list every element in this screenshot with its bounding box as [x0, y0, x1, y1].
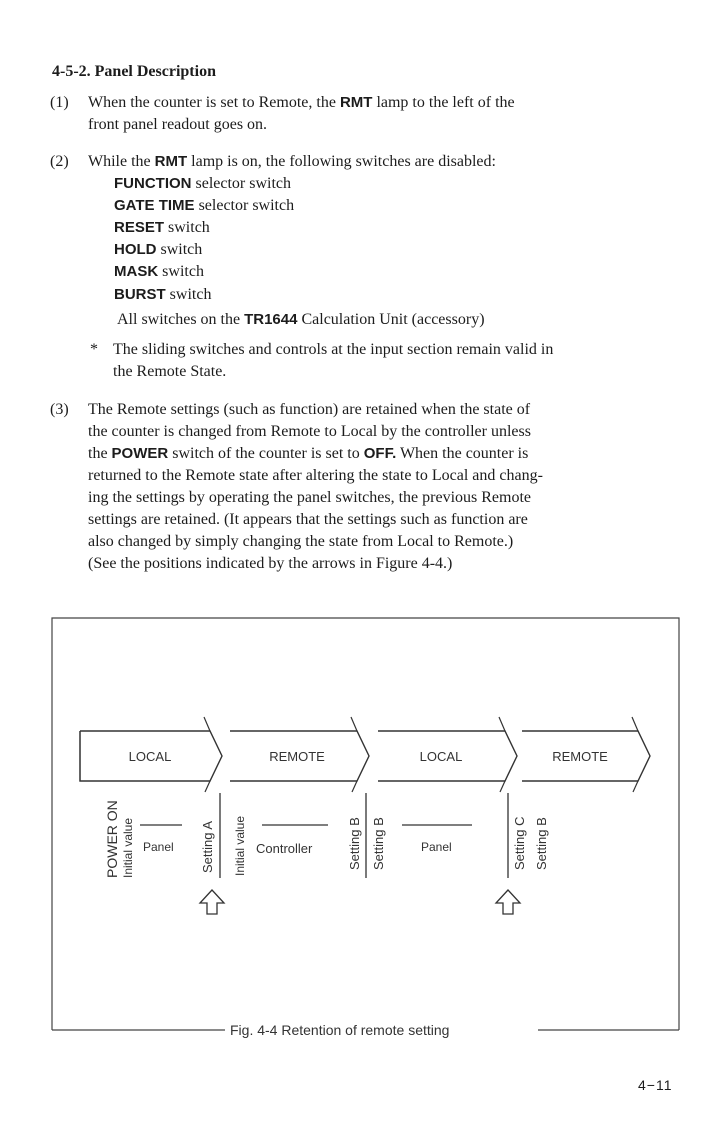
- item-3-line-7: also changed by simply changing the state from Local to Remote.): [88, 533, 514, 550]
- switch-keyword: RESET: [114, 219, 165, 236]
- up-arrow-icon: [496, 890, 520, 914]
- state-label-remote-2: REMOTE: [552, 749, 608, 764]
- switch-text: selector switch: [198, 197, 295, 214]
- label-panel-2: Panel: [421, 840, 452, 854]
- label-setting-c: Setting C: [512, 816, 527, 870]
- tr1644-text-b: Calculation Unit (accessory): [301, 311, 485, 328]
- up-arrow-icon: [200, 890, 224, 914]
- switch-keyword: BURST: [114, 286, 166, 303]
- item-3-line-4: returned to the Remote state after altering the state to Local and chang-: [88, 467, 543, 484]
- item-3-text-c: When the counter is: [399, 445, 529, 462]
- switch-text: selector switch: [195, 175, 292, 192]
- label-panel-1: Panel: [143, 840, 174, 854]
- item-1-text-a: When the counter is set to Remote, the: [88, 94, 336, 111]
- switch-text: switch: [160, 241, 203, 258]
- label-power-on: POWER ON: [104, 800, 120, 878]
- item-3-line-8: (See the positions indicated by the arrows in Figure 4-4.): [88, 555, 453, 572]
- label-initial-value-2: Initial value: [233, 815, 247, 876]
- off-keyword: OFF.: [363, 445, 397, 462]
- rmt-keyword: RMT: [339, 94, 373, 111]
- label-initial-value-1: Initial value: [121, 817, 135, 878]
- item-2-text-a: While the: [88, 153, 151, 170]
- tr1644-keyword: TR1644: [244, 311, 298, 328]
- switch-keyword: GATE TIME: [114, 197, 195, 214]
- item-3-line-2: the counter is changed from Remote to Local by the controller unless: [88, 423, 531, 440]
- item-3-text-b: switch of the counter is set to: [172, 445, 360, 462]
- switch-text: switch: [162, 263, 204, 280]
- note-line-2: the Remote State.: [113, 363, 227, 380]
- item-3-line-5: ing the settings by operating the panel switches, the previous Remote: [88, 489, 532, 506]
- state-label-local-1: LOCAL: [128, 749, 172, 764]
- switch-keyword: FUNCTION: [114, 175, 192, 192]
- switch-text: switch: [169, 286, 212, 303]
- item-3-text-a: the: [88, 445, 108, 462]
- label-setting-a: Setting A: [200, 820, 215, 873]
- label-setting-b-1: Setting B: [347, 817, 362, 870]
- note-star: *: [90, 341, 98, 358]
- switch-keyword: HOLD: [114, 241, 157, 258]
- item-2-number: (2): [50, 153, 69, 170]
- state-label-remote-1: REMOTE: [269, 749, 325, 764]
- state-label-local-2: LOCAL: [419, 749, 463, 764]
- page-number: 4−11: [638, 1077, 673, 1093]
- item-3-line-1: The Remote settings (such as function) are retained when the state of: [88, 401, 531, 418]
- tr1644-text-a: All switches on the: [117, 311, 241, 328]
- switch-keyword: MASK: [114, 263, 159, 280]
- figure-caption: Fig. 4-4 Retention of remote setting: [230, 1022, 450, 1038]
- label-controller: Controller: [256, 841, 313, 856]
- item-1-line-2: front panel readout goes on.: [88, 116, 268, 133]
- power-keyword: POWER: [111, 445, 169, 462]
- switch-text: switch: [168, 219, 210, 236]
- note-line-1: The sliding switches and controls at the input section remain valid in: [113, 341, 554, 358]
- item-3-line-6: settings are retained. (It appears that the settings such as function are: [88, 511, 528, 528]
- item-2-text-b: lamp is on, the following switches are disabled:: [191, 153, 496, 170]
- rmt-keyword-2: RMT: [154, 153, 188, 170]
- item-1-text-b: lamp to the left of the: [376, 94, 515, 111]
- item-3-number: (3): [50, 401, 69, 418]
- section-heading: 4-5-2. Panel Description: [52, 63, 216, 80]
- item-1-number: (1): [50, 94, 69, 111]
- label-setting-b-2: Setting B: [371, 817, 386, 870]
- label-setting-b-3: Setting B: [534, 817, 549, 870]
